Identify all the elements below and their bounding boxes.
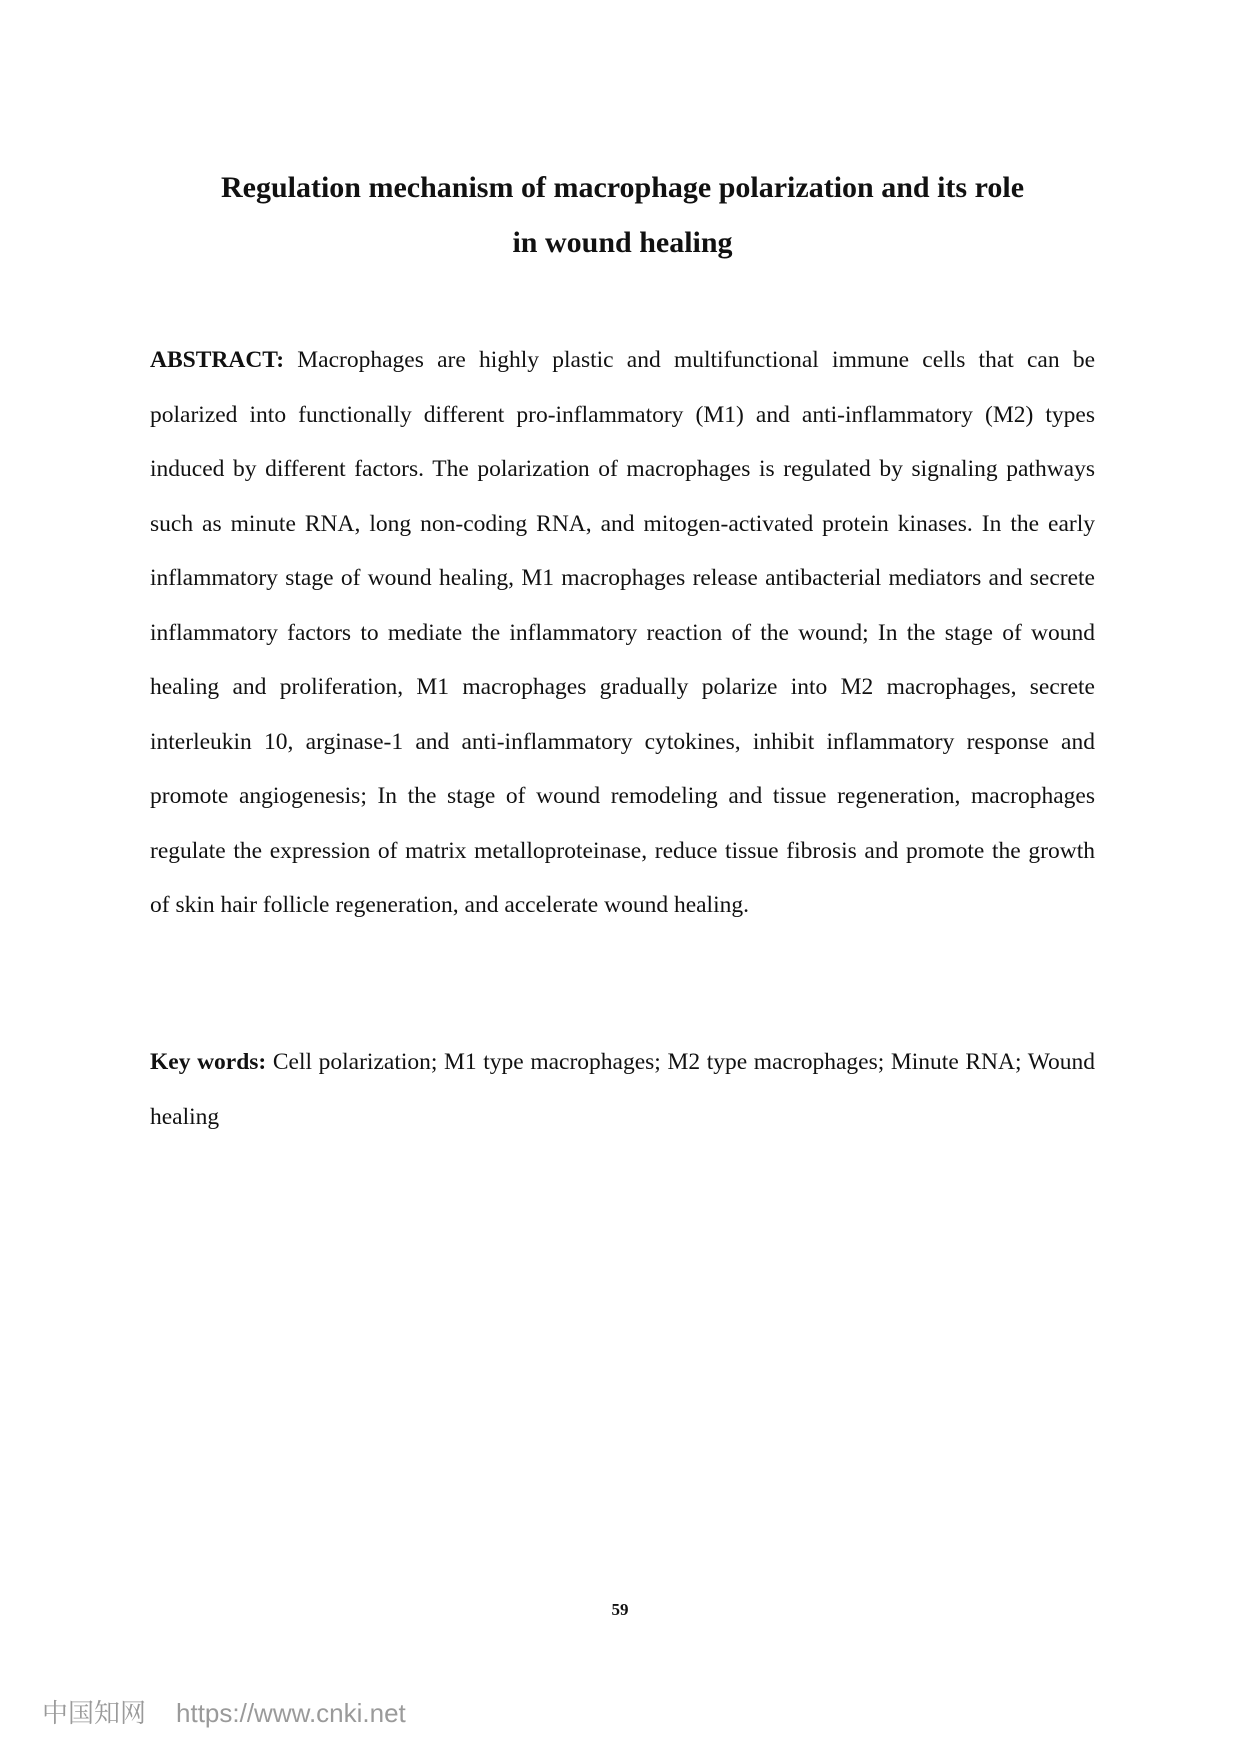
keywords-text: Cell polarization; M1 type macrophages; M2 type macrophages; Minute RNA; Wound healing [150, 1049, 1095, 1130]
abstract-section [150, 333, 1095, 933]
title-line-2: in wound healing [512, 226, 733, 259]
watermark-url: https://www.cnki.net [176, 1698, 406, 1728]
paper-title [150, 160, 1095, 270]
page-number: 59 [611, 1600, 629, 1619]
watermark-brand: 中国知网 [42, 1699, 147, 1729]
keywords-label: Key words: [150, 1049, 267, 1075]
keywords-section [150, 1035, 1095, 1145]
cnki-watermark [42, 1693, 406, 1730]
title-line-1: Regulation mechanism of macrophage polarization and its role [220, 171, 1025, 204]
abstract-label: ABSTRACT: [150, 347, 285, 373]
abstract-text: Macrophages are highly plastic and multifunctional immune cells that can be polarized into functionally different pro-inflammatory (M1) and anti-inflammatory (M2) types induced by different factors. The polarization of macrophages is regulated by signaling pathways such as minute RNA, long non-coding RNA, and mitogen-activated protein kinases. In the early inflammatory stage of wound healing, M1 macrophages release antibacterial mediators and secrete inflammatory factors to mediate the inflammatory reaction of the wound; In the stage of wound healing and proliferation, M1 macrophages gradually polarize into M2 macrophages, secrete interleukin 10, arginase-1 and anti-inflammatory cytokines, inhibit inflammatory response and promote angiogenesis; In the stage of wound remodeling and tissue regeneration, macrophages regulate the expression of matrix metalloproteinase, reduce tissue fibrosis and promote the growth of skin hair follicle regeneration, and accelerate wound healing. [150, 347, 1095, 918]
